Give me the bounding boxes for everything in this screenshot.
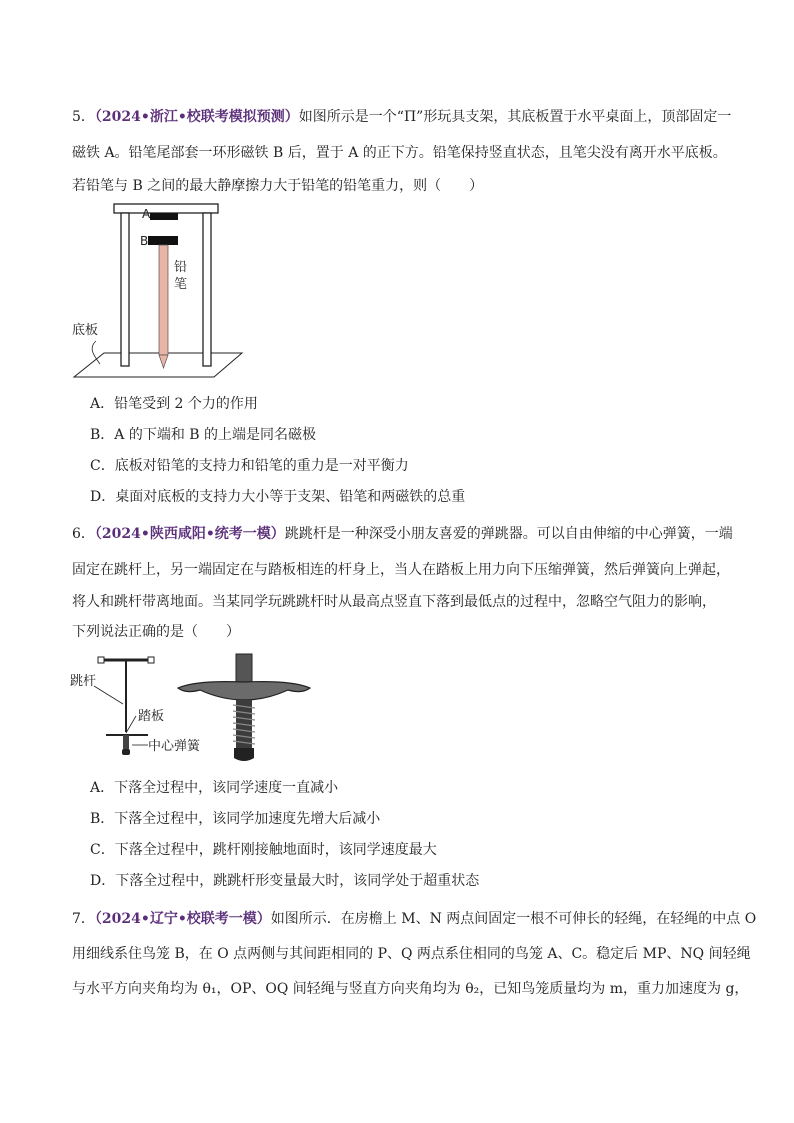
q6-option-b: B．下落全过程中，该同学加速度先增大后减小 [90, 811, 381, 827]
q6-line-1 [72, 524, 733, 544]
q5-source: （2024•浙江•校联考模拟预测） [94, 109, 299, 125]
label-a: A [142, 207, 151, 221]
q6-option-c: C．下落全过程中，跳杆刚接触地面时，该同学速度最大 [90, 842, 437, 858]
label-pencil-2: 笔 [174, 277, 188, 292]
base-leader-line [92, 341, 100, 364]
top-bar [114, 204, 218, 213]
large-pedal [178, 682, 310, 700]
q7-line-3: 与水平方向夹角均为 θ₁，OP、OQ 间轻绳与竖直方向夹角均为 θ₂，已知鸟笼质量均为 m，重力加速度为 g， [72, 981, 749, 997]
q5-option-c: C．底板对铅笔的支持力和铅笔的重力是一对平衡力 [90, 458, 409, 474]
q7-line-2: 用细线系住鸟笼 B，在 O 点两侧与其间距相同的 P、Q 两点系住相同的鸟笼 A、C。稳定后 MP、NQ 间轻绳 [72, 946, 751, 962]
base-plate [74, 353, 242, 377]
label-pole: 跳杆 [70, 674, 97, 689]
small-spring [123, 735, 129, 749]
small-foot [122, 749, 130, 755]
handle-grip-left [98, 657, 104, 663]
label-pencil-1: 铅 [174, 260, 188, 275]
q5-option-d: D．桌面对底板的支持力大小等于支架、铅笔和两磁铁的总重 [90, 489, 466, 505]
label-spring: 中心弹簧 [148, 739, 201, 754]
q6-option-d: D．下落全过程中，跳跳杆形变量最大时，该同学处于超重状态 [90, 873, 480, 889]
magnet-b [148, 236, 178, 245]
left-post [121, 213, 129, 366]
q6-source: （2024•陕西咸阳•统考一模） [94, 526, 285, 542]
label-b: B [140, 234, 149, 248]
pedal-leader-line [126, 716, 136, 733]
large-foot [234, 748, 254, 761]
q5-text-1: 如图所示是一个“Π”形玩具支架，其底板置于水平桌面上，顶部固定一 [298, 109, 732, 125]
right-post [203, 213, 211, 366]
q6-figure-pogo-stick [66, 650, 326, 768]
q5-option-b: B．A 的下端和 B 的上端是同名磁极 [90, 427, 317, 443]
q7-number: 7． [72, 911, 95, 927]
q6-line-4: 下列说法正确的是（ ） [72, 624, 240, 640]
pencil-body [159, 245, 168, 355]
q6-number: 6． [72, 526, 95, 542]
q5-option-a: A．铅笔受到 2 个力的作用 [90, 396, 258, 412]
q5-line-3: 若铅笔与 B 之间的最大静摩擦力大于铅笔的铅笔重力，则（ ） [72, 178, 484, 194]
q6-option-a: A．下落全过程中，该同学速度一直减小 [90, 780, 339, 796]
q6-text-1: 跳跳杆是一种深受小朋友喜爱的弹跳器。可以自由伸缩的中心弹簧，一端 [284, 526, 733, 542]
q5-figure-stand [64, 196, 254, 382]
magnet-a [150, 213, 178, 220]
q5-number: 5． [72, 109, 95, 125]
q7-source: （2024•辽宁•校联考一模） [94, 911, 271, 927]
pole-leader-line [94, 686, 123, 704]
handle-grip-right [148, 657, 154, 663]
q6-line-2: 固定在跳杆上，另一端固定在与踏板相连的杆身上，当人在踏板上用力向下压缩弹簧，然后弹簧向上弹起， [72, 562, 730, 578]
q5-line-2: 磁铁 A。铅笔尾部套一环形磁铁 B 后，置于 A 的正下方。铅笔保持竖直状态，且笔尖没有离开水平底板。 [72, 145, 727, 161]
q6-line-3: 将人和跳杆带离地面。当某同学玩跳跳杆时从最高点竖直下落到最低点的过程中，忽略空气阻力的影响， [72, 594, 716, 610]
q5-line-1 [72, 107, 731, 127]
q7-line-1 [72, 909, 756, 929]
label-pedal: 踏板 [138, 709, 165, 724]
label-base: 底板 [72, 323, 99, 338]
pencil-tip [159, 355, 168, 368]
q7-text-1: 如图所示．在房檐上 M、N 两点间固定一根不可伸长的轻绳，在轻绳的中点 O [270, 911, 757, 927]
